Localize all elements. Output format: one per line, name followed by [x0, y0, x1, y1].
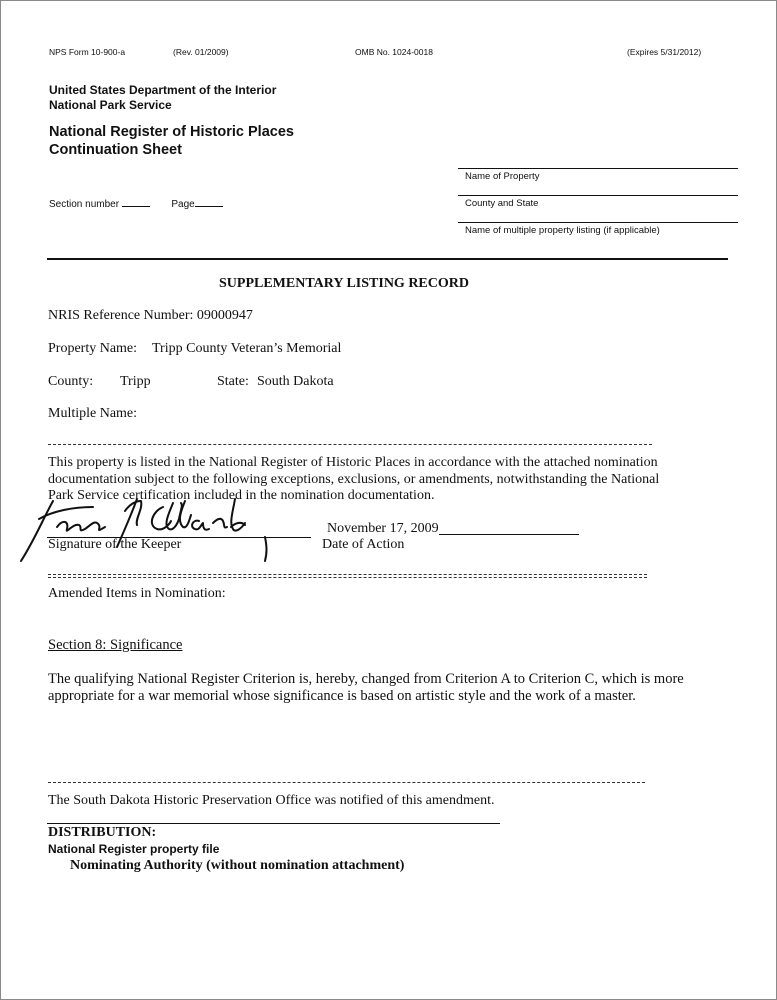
form-revision: (Rev. 01/2009)	[173, 47, 229, 57]
header-separator	[47, 258, 728, 260]
name-of-property-label: Name of Property	[465, 171, 540, 182]
department-name: United States Department of the Interior	[49, 83, 277, 97]
distribution-rule	[47, 823, 500, 824]
distribution-item-1: National Register property file	[48, 842, 220, 856]
notification-text: The South Dakota Historic Preservation Office was notified of this amendment.	[48, 793, 495, 808]
keeper-signature	[13, 489, 293, 569]
omb-number: OMB No. 1024-0018	[355, 47, 433, 57]
sheet-title-line2: Continuation Sheet	[49, 142, 182, 158]
signature-label: Signature of the Keeper	[48, 537, 182, 552]
county-value: Tripp	[120, 374, 151, 389]
dashed-divider-2	[48, 782, 645, 783]
county-label: County:	[48, 374, 94, 389]
amendment-text-line2: appropriate for a war memorial whose significance is based on artistic style and the work of a master.	[48, 688, 636, 704]
listing-statement-line2: documentation subject to the following exceptions, exclusions, or amendments, notwithstanding the National	[48, 471, 660, 487]
dashed-divider-1	[48, 444, 652, 445]
state-value: South Dakota	[257, 374, 334, 389]
record-heading: SUPPLEMENTARY LISTING RECORD	[219, 276, 469, 291]
multiple-listing-line	[458, 222, 738, 223]
date-of-action-label: Date of Action	[322, 537, 405, 552]
property-name-value: Tripp County Veteran’s Memorial	[152, 341, 342, 356]
multiple-listing-label: Name of multiple property listing (if applicable)	[465, 225, 660, 236]
distribution-heading: DISTRIBUTION:	[48, 825, 157, 840]
expiration-date: (Expires 5/31/2012)	[627, 47, 702, 57]
date-fill-line	[439, 534, 579, 535]
name-of-property-line	[458, 168, 738, 169]
multiple-name-label: Multiple Name:	[48, 406, 138, 421]
section-8-title: Section 8: Significance	[48, 637, 183, 653]
page-blank	[195, 197, 223, 207]
sheet-title-line1: National Register of Historic Places	[49, 124, 294, 140]
state-label: State:	[217, 374, 249, 389]
property-name-label: Property Name:	[48, 341, 138, 356]
double-divider	[48, 574, 647, 578]
listing-statement-line3: Park Service certification included in the nomination documentation.	[48, 488, 435, 503]
section-number-blank	[122, 197, 150, 207]
section-number-label: Section number	[49, 199, 120, 210]
section-number-field	[49, 197, 223, 210]
amended-items-heading: Amended Items in Nomination:	[48, 586, 226, 601]
county-state-line	[458, 195, 738, 196]
listing-statement-line1: This property is listed in the National Register of Historic Places in accordance with the attached nomination	[48, 455, 658, 470]
page-label: Page	[171, 199, 195, 210]
distribution-item-2: Nominating Authority (without nomination attachment)	[70, 858, 405, 873]
form-number: NPS Form 10-900-a	[49, 47, 126, 57]
service-name: National Park Service	[49, 98, 172, 112]
county-state-label: County and State	[465, 198, 539, 209]
amendment-text-line1: The qualifying National Register Criterion is, hereby, changed from Criterion A to Criterion C, which is more	[48, 671, 684, 687]
action-date: November 17, 2009	[327, 521, 439, 536]
nris-reference: NRIS Reference Number: 09000947	[48, 308, 253, 323]
